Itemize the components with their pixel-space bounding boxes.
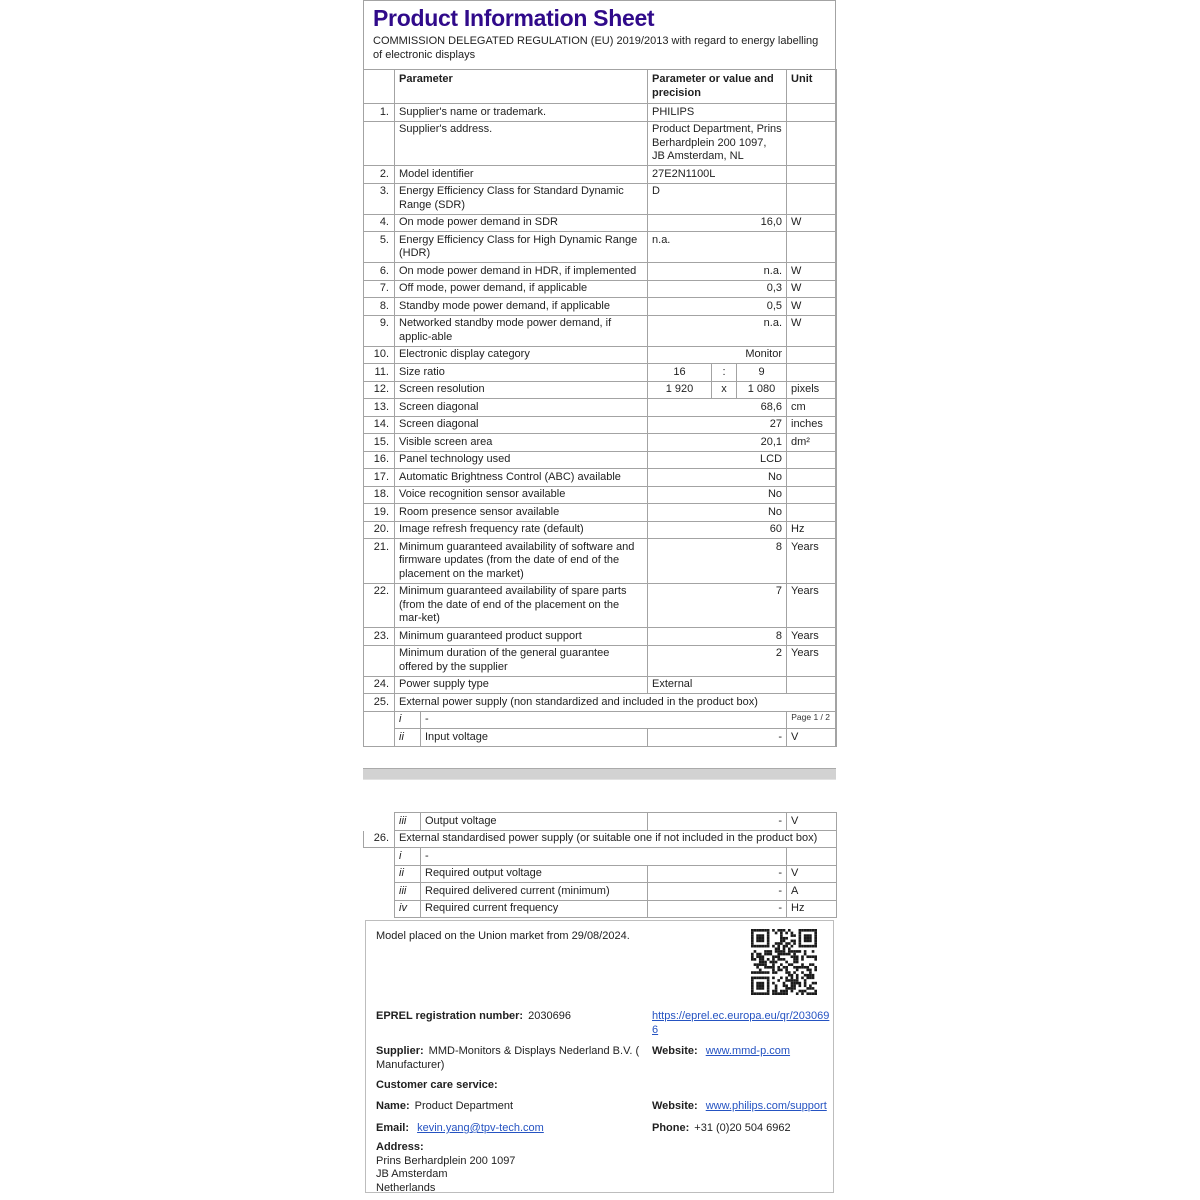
value-cell: n.a.: [648, 263, 787, 281]
contact-name: Product Department: [414, 1100, 514, 1112]
table-row: [364, 364, 837, 382]
unit-cell: pixels: [787, 381, 837, 399]
value-cell: 9: [737, 364, 787, 382]
eprel-registration-row: [376, 1010, 571, 1024]
table-row: [364, 399, 837, 417]
table-row: [364, 214, 837, 232]
value-cell: n.a.: [648, 315, 787, 346]
unit-cell: [787, 504, 837, 522]
row-number-cell: 4.: [364, 214, 395, 232]
unit-cell: V: [787, 813, 837, 831]
header-value: Parameter or value and precision: [648, 70, 787, 104]
row-number-cell: 5.: [364, 232, 395, 263]
table-row: [364, 166, 837, 184]
supplier-label: Supplier:: [376, 1045, 424, 1057]
row-number-cell: 22.: [364, 583, 395, 628]
supplier-row: [376, 1045, 642, 1072]
page-title: Product Information Sheet: [373, 5, 655, 31]
row-number-cell: 9.: [364, 315, 395, 346]
product-info-table-page2: [363, 812, 837, 918]
table-row: [364, 104, 837, 122]
phone-row: [652, 1122, 791, 1136]
table-row: [364, 486, 837, 504]
qr-code-icon: [751, 929, 817, 995]
eprel-label: EPREL registration number:: [376, 1010, 524, 1022]
value-cell: -: [648, 865, 787, 883]
unit-cell: [787, 121, 837, 166]
row-number-cell: 3.: [364, 183, 395, 214]
parameter-cell: On mode power demand in HDR, if implemented: [395, 263, 648, 281]
eprel-number: 2030696: [528, 1010, 571, 1022]
table-row: [364, 583, 837, 628]
address-line: Netherlands: [376, 1181, 436, 1194]
unit-cell: cm: [787, 399, 837, 417]
page-1: [363, 0, 836, 747]
website1-row: [652, 1045, 790, 1059]
parameter-cell: Energy Efficiency Class for Standard Dynamic Range (SDR): [395, 183, 648, 214]
row-number-cell: 26.: [364, 830, 395, 848]
parameter-cell: Automatic Brightness Control (ABC) available: [395, 469, 648, 487]
table-row: [364, 848, 837, 866]
unit-cell: [787, 364, 837, 382]
parameter-cell: Image refresh frequency rate (default): [395, 521, 648, 539]
value-cell: 7: [648, 583, 787, 628]
unit-cell: W: [787, 280, 837, 298]
parameter-cell: Visible screen area: [395, 434, 648, 452]
row-number-cell: 1.: [364, 104, 395, 122]
contact-name-row: [376, 1100, 513, 1114]
value-cell: 16,0: [648, 214, 787, 232]
table-row: [364, 469, 837, 487]
parameter-cell: Supplier's address.: [395, 121, 648, 166]
value-cell: 0,5: [648, 298, 787, 316]
parameter-cell: Electronic display category: [395, 346, 648, 364]
supplier-info-box: [365, 920, 834, 1193]
sub-index-cell: i: [395, 711, 421, 729]
unit-cell: [787, 346, 837, 364]
value-separator-cell: :: [712, 364, 737, 382]
unit-cell: V: [787, 729, 837, 747]
eprel-link[interactable]: https://eprel.ec.europa.eu/qr/2030696: [652, 1010, 830, 1036]
value-cell: External: [648, 676, 787, 694]
sub-index-cell: iv: [395, 900, 421, 918]
value-cell: -: [648, 883, 787, 901]
table-row: [364, 539, 837, 584]
parameter-cell: Required delivered current (minimum): [421, 883, 648, 901]
website1-label: Website:: [652, 1045, 698, 1057]
table-row: [364, 416, 837, 434]
unit-cell: [787, 676, 837, 694]
parameter-cell: Supplier's name or trademark.: [395, 104, 648, 122]
value-cell: 27E2N1100L: [648, 166, 787, 184]
regulation-subtitle: COMMISSION DELEGATED REGULATION (EU) 2019/2013 with regard to energy labelling of electronic displays: [373, 35, 819, 61]
eprel-link-wrap: [652, 1010, 832, 1037]
row-number-cell: 11.: [364, 364, 395, 382]
table-row: [364, 521, 837, 539]
parameter-cell: Required output voltage: [421, 865, 648, 883]
unit-cell: Years: [787, 583, 837, 628]
unit-cell: [787, 183, 837, 214]
value-cell: 68,6: [648, 399, 787, 417]
parameter-cell: Panel technology used: [395, 451, 648, 469]
unit-cell: Years: [787, 539, 837, 584]
parameter-cell: Screen resolution: [395, 381, 648, 399]
customer-care-heading: Customer care service:: [376, 1079, 498, 1091]
page-separator: [363, 768, 836, 780]
table-row: [364, 645, 837, 676]
parameter-cell: Minimum guaranteed product support: [395, 628, 648, 646]
table-row: [364, 883, 837, 901]
table-row: [364, 451, 837, 469]
table-row: [364, 676, 837, 694]
value-cell: 60: [648, 521, 787, 539]
unit-cell: dm²: [787, 434, 837, 452]
sub-index-cell: iii: [395, 883, 421, 901]
row-number-cell: 14.: [364, 416, 395, 434]
table-row: [364, 263, 837, 281]
row-number-cell: 12.: [364, 381, 395, 399]
row-number-cell: [364, 645, 395, 676]
table-row: [364, 346, 837, 364]
row-number-cell: 21.: [364, 539, 395, 584]
unit-cell: V: [787, 865, 837, 883]
value-cell: 20,1: [648, 434, 787, 452]
value-cell: 16: [648, 364, 712, 382]
value-cell: -: [648, 729, 787, 747]
parameter-cell: On mode power demand in SDR: [395, 214, 648, 232]
parameter-cell: Size ratio: [395, 364, 648, 382]
header-unit: Unit: [787, 70, 837, 104]
row-number-cell: 16.: [364, 451, 395, 469]
parameter-cell: Room presence sensor available: [395, 504, 648, 522]
table-row: [364, 830, 837, 848]
name-label: Name:: [376, 1100, 410, 1112]
unit-cell: A: [787, 883, 837, 901]
unit-cell: W: [787, 298, 837, 316]
unit-cell: [787, 486, 837, 504]
parameter-cell: Screen diagonal: [395, 416, 648, 434]
table-row: [364, 694, 837, 712]
unit-cell: W: [787, 214, 837, 232]
row-number-cell: [364, 121, 395, 166]
sub-index-cell: ii: [395, 865, 421, 883]
value-cell: Product Department, Prins Berhardplein 200 1097, JB Amsterdam, NL: [648, 121, 787, 166]
value-cell: No: [648, 504, 787, 522]
parameter-cell: Energy Efficiency Class for High Dynamic Range (HDR): [395, 232, 648, 263]
parameter-cell: Off mode, power demand, if applicable: [395, 280, 648, 298]
parameter-cell: Voice recognition sensor available: [395, 486, 648, 504]
row-number-cell: 23.: [364, 628, 395, 646]
table-row: [364, 865, 837, 883]
parameter-cell: Input voltage: [421, 729, 648, 747]
unit-cell: [787, 469, 837, 487]
email-row: [376, 1122, 544, 1136]
parameter-cell: Minimum guaranteed availability of software and firmware updates (from the date of end of the placement on the market): [395, 539, 648, 584]
table-row: [364, 381, 837, 399]
address-line: JB Amsterdam: [376, 1168, 448, 1180]
product-info-table-page1: [363, 69, 837, 747]
row-number-cell: 19.: [364, 504, 395, 522]
value-cell: 0,3: [648, 280, 787, 298]
unit-cell: Years: [787, 628, 837, 646]
value-separator-cell: x: [712, 381, 737, 399]
parameter-cell: Model identifier: [395, 166, 648, 184]
row-number-cell: [364, 883, 395, 901]
row-number-cell: [364, 900, 395, 918]
table-row: [364, 813, 837, 831]
row-number-cell: 18.: [364, 486, 395, 504]
address-block: [376, 1141, 515, 1195]
sub-index-cell: i: [395, 848, 421, 866]
value-cell: 8: [648, 539, 787, 584]
parameter-cell: Minimum guaranteed availability of spare parts (from the date of end of the placement on the mar-ket): [395, 583, 648, 628]
table-row: [364, 232, 837, 263]
parameter-cell: Power supply type: [395, 676, 648, 694]
row-number-cell: [364, 865, 395, 883]
row-number-cell: 20.: [364, 521, 395, 539]
unit-cell: [787, 848, 837, 866]
page-number-indicator: Page 1 / 2: [791, 712, 830, 722]
parameter-span-cell: External standardised power supply (or suitable one if not included in the product box): [395, 830, 837, 848]
row-number-cell: 24.: [364, 676, 395, 694]
email-link[interactable]: kevin.yang@tpv-tech.com: [417, 1122, 544, 1134]
row-number-cell: [364, 813, 395, 831]
row-number-cell: [364, 848, 395, 866]
phone-label: Phone:: [652, 1122, 690, 1134]
value-cell: n.a.: [648, 232, 787, 263]
table-header-row: [364, 70, 837, 104]
table-row: [364, 183, 837, 214]
unit-cell: [787, 232, 837, 263]
table-row: [364, 900, 837, 918]
unit-cell: Hz: [787, 900, 837, 918]
email-label: Email:: [376, 1122, 410, 1134]
row-number-cell: 25.: [364, 694, 395, 712]
parameter-cell: Required current frequency: [421, 900, 648, 918]
market-placement-note: Model placed on the Union market from 29/08/2024.: [376, 930, 630, 942]
parameter-cell: Minimum duration of the general guarantee offered by the supplier: [395, 645, 648, 676]
row-number-cell: 8.: [364, 298, 395, 316]
supplier-name: MMD-Monitors & Displays Nederland B.V. ( Manufacturer): [376, 1045, 640, 1071]
unit-cell: W: [787, 263, 837, 281]
unit-cell: W: [787, 315, 837, 346]
parameter-cell: Screen diagonal: [395, 399, 648, 417]
unit-cell: [787, 166, 837, 184]
value-cell: 1 920: [648, 381, 712, 399]
philips-support-link[interactable]: www.philips.com/support: [705, 1100, 827, 1112]
table-row: [364, 628, 837, 646]
parameter-cell: Networked standby mode power demand, if applic-able: [395, 315, 648, 346]
row-number-cell: 15.: [364, 434, 395, 452]
value-cell: LCD: [648, 451, 787, 469]
value-cell: PHILIPS: [648, 104, 787, 122]
table-row: [364, 315, 837, 346]
website2-row: [652, 1100, 827, 1114]
mmd-website-link[interactable]: www.mmd-p.com: [705, 1045, 791, 1057]
value-cell: 2: [648, 645, 787, 676]
parameter-cell: Standby mode power demand, if applicable: [395, 298, 648, 316]
row-number-cell: 13.: [364, 399, 395, 417]
value-cell: 1 080: [737, 381, 787, 399]
header-parameter: Parameter: [395, 70, 648, 104]
value-cell: 8: [648, 628, 787, 646]
parameter-cell: -: [421, 711, 787, 729]
phone-number: +31 (0)20 504 6962: [694, 1122, 791, 1134]
table-row: [364, 434, 837, 452]
unit-cell: Years: [787, 645, 837, 676]
parameter-cell: -: [421, 848, 787, 866]
website2-label: Website:: [652, 1100, 698, 1112]
unit-cell: inches: [787, 416, 837, 434]
table-row: [364, 280, 837, 298]
row-number-cell: 17.: [364, 469, 395, 487]
value-cell: No: [648, 486, 787, 504]
value-cell: -: [648, 813, 787, 831]
value-cell: No: [648, 469, 787, 487]
table-row: [364, 504, 837, 522]
table-row: [364, 729, 837, 747]
value-cell: 27: [648, 416, 787, 434]
row-number-cell: 10.: [364, 346, 395, 364]
address-label: Address:: [376, 1141, 424, 1153]
unit-cell: [787, 451, 837, 469]
unit-cell: Hz: [787, 521, 837, 539]
row-number-cell: [364, 729, 395, 747]
parameter-cell: Output voltage: [421, 813, 648, 831]
unit-cell: [787, 104, 837, 122]
value-cell: -: [648, 900, 787, 918]
row-number-cell: 7.: [364, 280, 395, 298]
page-2: [363, 812, 836, 918]
parameter-span-cell: External power supply (non standardized and included in the product box): [395, 694, 837, 712]
sub-index-cell: ii: [395, 729, 421, 747]
value-cell: D: [648, 183, 787, 214]
table-row: [364, 121, 837, 166]
row-number-cell: 6.: [364, 263, 395, 281]
address-line: Prins Berhardplein 200 1097: [376, 1154, 516, 1167]
row-number-cell: 2.: [364, 166, 395, 184]
value-cell: Monitor: [648, 346, 787, 364]
table-row: [364, 298, 837, 316]
header-number-cell: [364, 70, 395, 104]
sub-index-cell: iii: [395, 813, 421, 831]
